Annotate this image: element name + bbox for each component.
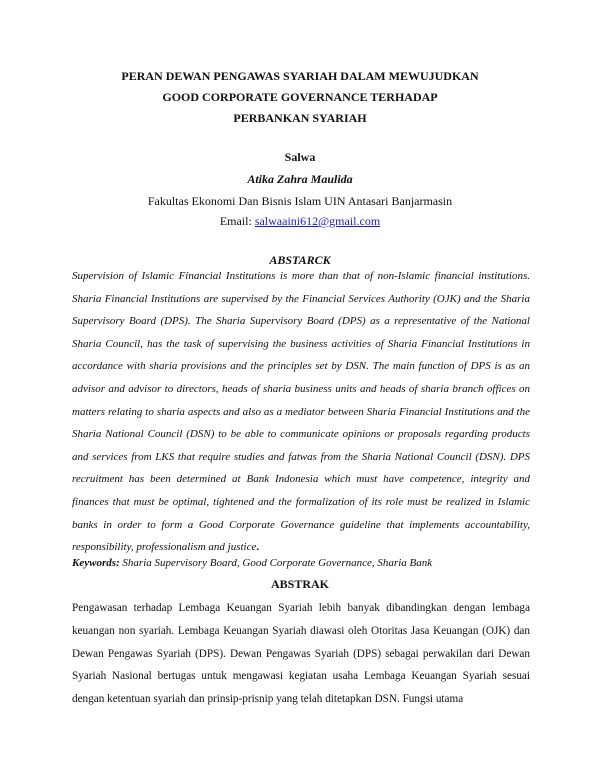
title-line-2: GOOD CORPORATE GOVERNANCE TERHADAP — [162, 90, 438, 104]
abstract-en-end-mark: . — [256, 541, 260, 554]
abstract-en-text: Supervision of Islamic Financial Institutions is more than that of non-Islamic financial institutions. Sharia Financial Institutions are supervised by the Financial Services Authority (OJK) and the Sharia Supervisory Board (DPS). The Sharia Supervisory Board (DPS) as a representative of the National Sharia Council, has the task of supervising the business activities of Sharia Financial Institutions in accordance with sharia provisions and the principles set by DSN. The main function of DPS is as an advisor and advisor to directors, heads of sharia business units and heads of sharia branch offices on matters relating to sharia aspects and also as a mediator between Sharia Financial Institutions and the Sharia National Council (DSN) to be able to communicate opinions or proposals regarding products and services from LKS that require studies and fatwas from the Sharia National Council (DSN). DPS recruitment has been determined at Bank Indonesia which must have competence, integrity and finances that must be optimal, tightened and the formalization of its role must be realized in Islamic banks in order to form a Good Corporate Governance guideline that implements accountability, responsibility, professionalism and justice — [72, 270, 530, 554]
keywords-label: Keywords: — [72, 557, 120, 569]
author-secondary: Atika Zahra Maulida — [247, 172, 353, 186]
keywords-text: Sharia Supervisory Board, Good Corporate Governance, Sharia Bank — [122, 557, 433, 569]
email-label: Email: — [219, 214, 252, 228]
abstract-id-heading: ABSTRAK — [270, 577, 329, 591]
title-line-3: PERBANKAN SYARIAH — [233, 111, 367, 125]
author-primary: Salwa — [284, 150, 316, 164]
email-line — [0, 214, 600, 229]
title-line-1: PERAN DEWAN PENGAWAS SYARIAH DALAM MEWUJUDKAN — [121, 69, 479, 83]
keywords-line — [72, 557, 530, 569]
paper-title — [0, 66, 600, 129]
abstract-en-body — [72, 265, 530, 559]
email-link[interactable]: salwaaini612@gmail.com — [254, 214, 381, 228]
affiliation: Fakultas Ekonomi Dan Bisnis Islam UIN Antasari Banjarmasin — [147, 194, 453, 208]
abstract-en-heading: ABSTARCK — [269, 253, 331, 267]
abstract-id-body: Pengawasan terhadap Lembaga Keuangan Syariah lebih banyak dibandingkan dengan lembaga keuangan non syariah. Lembaga Keuangan Syariah diawasi oleh Otoritas Jasa Keuangan (OJK) dan Dewan Pengawas Syariah (DPS). Dewan Pengawas Syariah (DPS) sebagai perwakilan dari Dewan Syariah Nasional bertugas untuk mengawasi kegiatan usaha Lembaga Keuangan Syariah sesuai dengan ketentuan syariah dan prinsip-prisnip yang telah ditetapkan DSN. Fungsi utama — [72, 602, 530, 706]
